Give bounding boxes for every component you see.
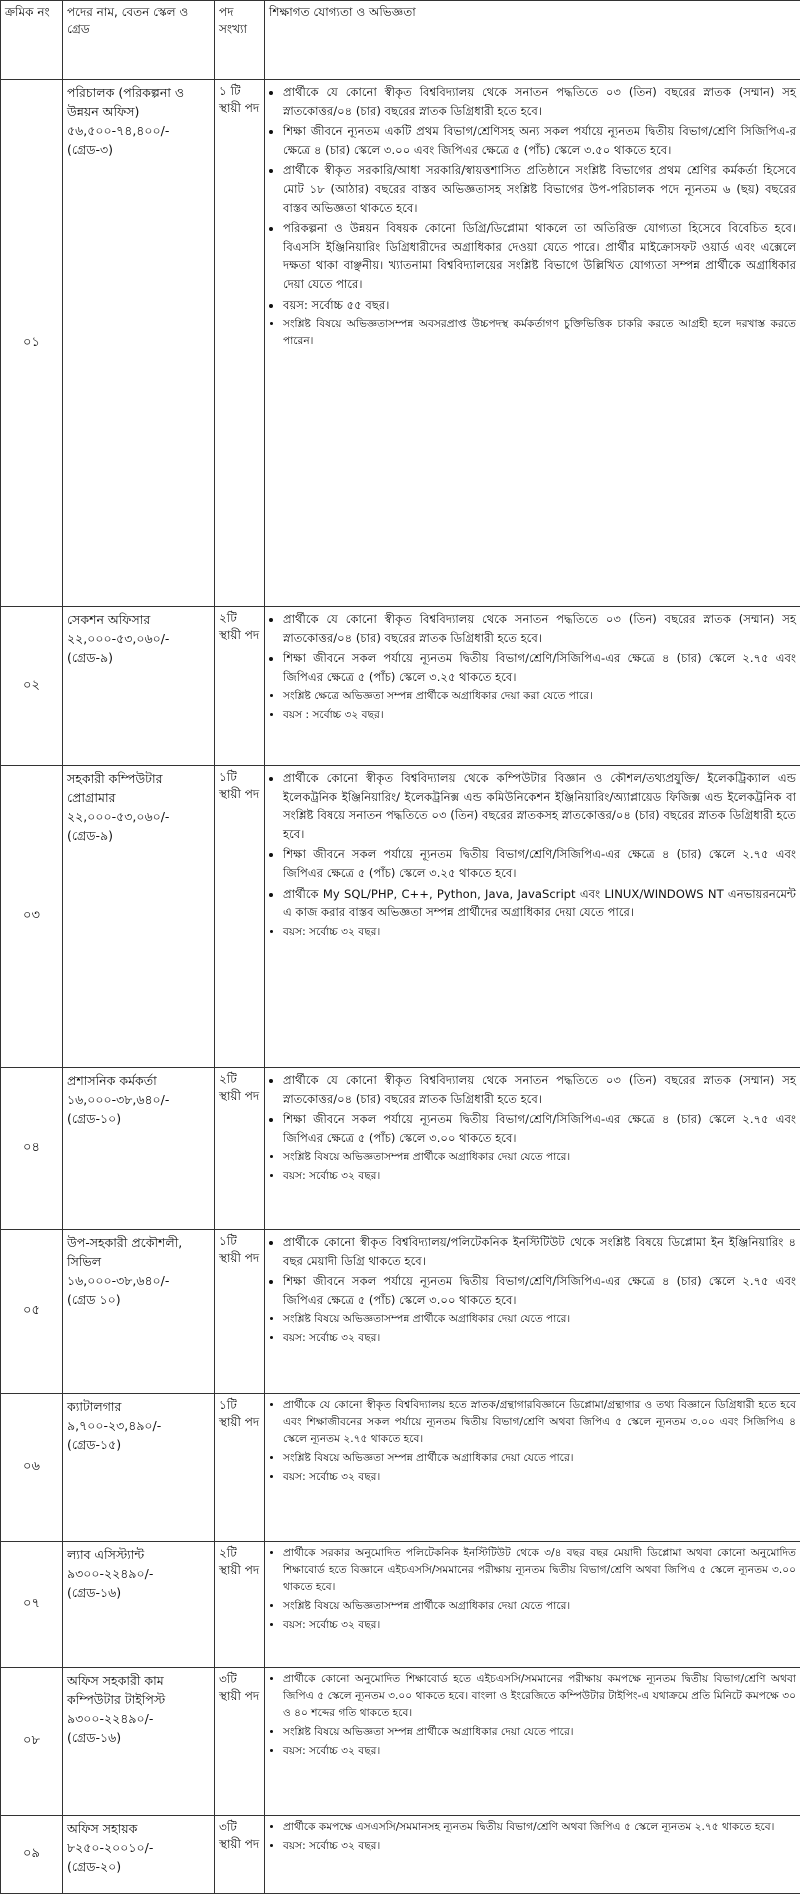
requirement-item: • বয়স: সর্বোচ্চ ৩২ বছর।	[283, 1168, 796, 1185]
row-serial: ০১	[1, 80, 63, 607]
row-serial: ০৪	[1, 1068, 63, 1230]
post-count: ৩টি	[219, 1671, 260, 1688]
table-header-row	[1, 1, 800, 80]
requirements-list	[269, 769, 796, 941]
pay-scale: ৯,৭০০-২৩,৪৯০/-	[67, 1416, 210, 1435]
post-count: ২টি	[219, 1545, 260, 1562]
post-type: স্থায়ী পদ	[219, 100, 260, 117]
requirements-list	[269, 1233, 796, 1347]
requirement-item: • প্রার্থীকে যে কোনো স্বীকৃত বিশ্ববিদ্যালয় থেকে সনাতন পদ্ধতিতে ০৩ (তিন) বছরের স্নাতক (সম্মান) সহ স্নাতকোত্তর/০৪ (চার) বছরের স্নাতক ডিগ্রিধারী হতে হবে।	[283, 610, 796, 647]
pay-scale: ৫৬,৫০০-৭৪,৪০০/-	[67, 121, 210, 140]
header-post: পদের নাম, বেতন স্কেল ও গ্রেড	[63, 1, 215, 80]
post-count-cell	[215, 1542, 265, 1668]
post-type: স্থায়ী পদ	[219, 1414, 260, 1431]
requirement-item: • শিক্ষা জীবনে সকল পর্যায়ে ন্যূনতম দ্বিতীয় বিভাগ/শ্রেণি/সিজিপিএ-এর ক্ষেত্রে ৪ (চার) স্কেলে ২.৭৫ এবং জিপিএর ক্ষেত্রে ৫ (পাঁচ) স্কেলে ৩.০০ থাকতে হবে।	[283, 1272, 796, 1309]
row-serial: ০৩	[1, 766, 63, 1068]
table-row	[1, 80, 800, 607]
post-type: স্থায়ী পদ	[219, 1250, 260, 1267]
requirements-cell	[265, 1068, 800, 1230]
post-cell	[63, 80, 215, 607]
grade: (গ্রেড-২০)	[67, 1857, 210, 1876]
row-serial: ০৯	[1, 1816, 63, 1894]
post-cell	[63, 1668, 215, 1816]
requirement-item: • বয়স: সর্বোচ্চ ৩২ বছর।	[283, 924, 796, 941]
grade: (গ্রেড ১০)	[67, 1290, 210, 1309]
header-serial: ক্রমিক নং	[1, 1, 63, 80]
post-name: সেকশন অফিসার	[67, 610, 210, 629]
post-count: ১ টি	[219, 83, 260, 100]
requirements-list	[269, 1071, 796, 1185]
requirements-cell	[265, 766, 800, 1068]
requirement-item: • সংশ্লিষ্ট বিষয়ে অভিজ্ঞতাসম্পন্ন প্রার্থীকে অগ্রাধিকার দেয়া যেতে পারে।	[283, 1598, 796, 1615]
requirement-item: • পরিকল্পনা ও উন্নয়ন বিষয়ক কোনো ডিগ্রি/ডিপ্লোমা থাকলে তা অতিরিক্ত যোগ্যতা হিসেবে বিবেচিত হবে। বিএসসি ইঞ্জিনিয়ারিং ডিগ্রিধারীদের অগ্রাধিকার দেওয়া যেতে পারে। প্রার্থীর মাইক্রোসফট ওয়ার্ড এবং এক্সেলে দক্ষতা থাকা বাঞ্ছনীয়। খ্যাতনামা বিশ্ববিদ্যালয়ের সংশ্লিষ্ট বিভাগে উল্লিখিত যোগ্যতা সম্পন্ন প্রার্থীকে অগ্রাধিকার দেয়া যেতে পারে।	[283, 219, 796, 293]
pay-scale: ২২,০০০-৫৩,০৬০/-	[67, 807, 210, 826]
requirements-list	[269, 1819, 796, 1855]
grade: (গ্রেড-৩)	[67, 140, 210, 159]
post-count-cell	[215, 80, 265, 607]
requirement-item: • সংশ্লিষ্ট বিষয়ে অভিজ্ঞতা সম্পন্ন প্রার্থীকে অগ্রাধিকার দেয়া যেতে পারে।	[283, 1724, 796, 1741]
table-row	[1, 1068, 800, 1230]
grade: (গ্রেড-১৫)	[67, 1435, 210, 1454]
row-serial: ০২	[1, 607, 63, 766]
post-type: স্থায়ী পদ	[219, 1562, 260, 1579]
requirement-item: • প্রার্থীকে স্বীকৃত সরকারি/আধা সরকারি/স্বায়ত্তশাসিত প্রতিষ্ঠানে সংশ্লিষ্ট বিভাগের প্রথম শ্রেণির কর্মকর্তা হিসেবে মোট ১৮ (আঠার) বছরের বাস্তব অভিজ্ঞতাসহ সংশ্লিষ্ট বিভাগের উপ-পরিচালক পদে ন্যূনতম ৬ (ছয়) বছরের বাস্তব অভিজ্ঞতা থাকতে হবে।	[283, 161, 796, 217]
post-count: ৩টি	[219, 1819, 260, 1836]
requirements-cell	[265, 1816, 800, 1894]
post-name: ল্যাব এসিস্ট্যান্ট	[67, 1545, 210, 1564]
pay-scale: ১৬,০০০-৩৮,৬৪০/-	[67, 1090, 210, 1109]
table-body	[1, 80, 800, 1894]
post-cell	[63, 1816, 215, 1894]
post-count-cell	[215, 1668, 265, 1816]
post-count-cell	[215, 1068, 265, 1230]
table-row	[1, 607, 800, 766]
requirement-item: • প্রার্থীকে কোনো স্বীকৃত বিশ্ববিদ্যালয় থেকে কম্পিউটার বিজ্ঞান ও কৌশল/তথ্যপ্রযুক্তি/ ইলেকট্রিক্যাল এন্ড ইলেকট্রনিক ইঞ্জিনিয়ারিং/ ইলেকট্রনিক্স এন্ড কমিউনিকেশন ইঞ্জিনিয়ারিং/অ্যাপ্লায়েড ফিজিক্স এন্ড ইলেকট্রনিক বা সংশ্লিষ্ট বিষয়ে সনাতন পদ্ধতিতে ০৩ (তিন) বছরের স্নাতকসহ স্নাতকোত্তর/০৪ (চার) বছরের স্নাতক ডিগ্রিধারী হতে হবে।	[283, 769, 796, 843]
post-name: প্রশাসনিক কর্মকর্তা	[67, 1071, 210, 1090]
requirement-item: • সংশ্লিষ্ট বিষয়ে অভিজ্ঞতাসম্পন্ন অবসরপ্রাপ্ত উচ্চপদস্থ কর্মকর্তাগণ চুক্তিভিত্তিক চাকরি করতে আগ্রহী হলে দরখাস্ত করতে পারেন।	[283, 316, 796, 350]
requirements-list	[269, 1671, 796, 1760]
row-serial: ০৫	[1, 1230, 63, 1394]
row-serial: ০৬	[1, 1394, 63, 1542]
requirement-item: • প্রার্থীকে যে কোনো স্বীকৃত বিশ্ববিদ্যালয় থেকে সনাতন পদ্ধতিতে ০৩ (তিন) বছরের স্নাতক (সম্মান) সহ স্নাতকোত্তর/০৪ (চার) বছরের স্নাতক ডিগ্রিধারী হতে হবে।	[283, 83, 796, 120]
requirement-item: • প্রার্থীকে কমপক্ষে এসএসসি/সমমানসহ ন্যূনতম দ্বিতীয় বিভাগ/শ্রেণি অথবা জিপিএ ৫ স্কেলে ন্যূনতম ২.৭৫ থাকতে হবে।	[283, 1819, 796, 1836]
requirements-list	[269, 1397, 796, 1486]
requirement-item: • শিক্ষা জীবনে সকল পর্যায়ে ন্যূনতম দ্বিতীয় বিভাগ/শ্রেণি/সিজিপিএ-এর ক্ষেত্রে ৪ (চার) স্কেলে ২.৭৫ এবং জিপিএর ক্ষেত্রে ৫ (পাঁচ) স্কেলে ৩.০০ থাকতে হবে।	[283, 1110, 796, 1147]
pay-scale: ৮২৫০-২০০১০/-	[67, 1838, 210, 1857]
requirement-item: • প্রার্থীকে যে কোনো স্বীকৃত বিশ্ববিদ্যালয় থেকে সনাতন পদ্ধতিতে ০৩ (তিন) বছরের স্নাতক (সম্মান) সহ স্নাতকোত্তর/০৪ (চার) বছরের স্নাতক ডিগ্রিধারী হতে হবে।	[283, 1071, 796, 1108]
post-cell	[63, 766, 215, 1068]
requirements-cell	[265, 1668, 800, 1816]
grade: (গ্রেড-১৬)	[67, 1728, 210, 1747]
grade: (গ্রেড-৯)	[67, 648, 210, 667]
requirement-item: • শিক্ষা জীবনে সকল পর্যায়ে ন্যূনতম দ্বিতীয় বিভাগ/শ্রেণি/সিজিপিএ-এর ক্ষেত্রে ৪ (চার) স্কেলে ২.৭৫ এবং জিপিএর ক্ষেত্রে ৫ (পাঁচ) স্কেলে ৩.২৫ থাকতে হবে।	[283, 845, 796, 882]
post-cell	[63, 607, 215, 766]
post-count: ১টি	[219, 769, 260, 786]
table-row	[1, 1230, 800, 1394]
post-name: অফিস সহায়ক	[67, 1819, 210, 1838]
requirements-list	[269, 1545, 796, 1634]
table-row	[1, 1816, 800, 1894]
requirement-item: • সংশ্লিষ্ট বিষয়ে অভিজ্ঞতাসম্পন্ন প্রার্থীকে অগ্রাধিকার দেয়া যেতে পারে।	[283, 1149, 796, 1166]
grade: (গ্রেড-৯)	[67, 826, 210, 845]
post-name: ক্যাটালগার	[67, 1397, 210, 1416]
post-cell	[63, 1394, 215, 1542]
requirement-item: • প্রার্থীকে সরকার অনুমোদিত পলিটেকনিক ইনস্টিটিউট থেকে ৩/৪ বছর বছর মেয়াদী ডিপ্লোমা অথবা কোনো অনুমোদিত শিক্ষাবোর্ড হতে বিজ্ঞানে এইচএসসি/সমমানের পরীক্ষায় ন্যূনতম দ্বিতীয় বিভাগ/শ্রেণি অথবা জিপিএ ৫ স্কেলে ন্যূনতম ৩.০০ থাকতে হবে।	[283, 1545, 796, 1596]
post-name: পরিচালক (পরিকল্পনা ও উন্নয়ন অফিস)	[67, 83, 210, 121]
post-count: ১টি	[219, 1233, 260, 1250]
grade: (গ্রেড-১৬)	[67, 1583, 210, 1602]
pay-scale: ৯৩০০-২২৪৯০/-	[67, 1564, 210, 1583]
requirements-list	[269, 610, 796, 724]
requirement-item: • প্রার্থীকে যে কোনো স্বীকৃত বিশ্ববিদ্যালয় হতে স্নাতক/গ্রন্থাগারবিজ্ঞানে ডিপ্লোমা/গ্রন্থাগার ও তথ্য বিজ্ঞানে ডিগ্রিধারী হতে হবে এবং শিক্ষাজীবনের সকল পর্যায়ে ন্যূনতম দ্বিতীয় বিভাগ/শ্রেণি অথবা জিপিএ ৫ স্কেলে ন্যূনতম ৩.০০ এবং সিজিপিএ ৪ স্কেলে ন্যূনতম ২.৭৫ থাকতে হবে।	[283, 1397, 796, 1448]
requirement-item: • সংশ্লিষ্ট ক্ষেত্রে অভিজ্ঞতা সম্পন্ন প্রার্থীকে অগ্রাধিকার দেয়া করা যেতে পারে।	[283, 688, 796, 705]
pay-scale: ১৬,০০০-৩৮,৬৪০/-	[67, 1271, 210, 1290]
post-name: সহকারী কম্পিউটার প্রোগ্রামার	[67, 769, 210, 807]
requirement-item: • বয়স: সর্বোচ্চ ৩২ বছর।	[283, 1617, 796, 1634]
requirements-cell	[265, 1230, 800, 1394]
table-row	[1, 1668, 800, 1816]
post-type: স্থায়ী পদ	[219, 1688, 260, 1705]
requirement-item: • বয়স: সর্বোচ্চ ৩২ বছর।	[283, 1469, 796, 1486]
pay-scale: ৯৩০০-২২৪৯০/-	[67, 1709, 210, 1728]
requirement-item: • বয়স: সর্বোচ্চ ৩২ বছর।	[283, 1743, 796, 1760]
header-requirements: শিক্ষাগত যোগ্যতা ও অভিজ্ঞতা	[265, 1, 800, 80]
requirement-item: • প্রার্থীকে কোনো অনুমোদিত শিক্ষাবোর্ড হতে এইচএসসি/সমমানের পরীক্ষায় কমপক্ষে ন্যূনতম দ্বিতীয় বিভাগ/শ্রেণি অথবা জিপিএ ৫ স্কেলে ন্যূনতম ৩.০০ থাকতে হবে। বাংলা ও ইংরেজিতে কম্পিউটার টাইপিং-এ যথাক্রমে প্রতি মিনিটে কমপক্ষে ৩০ ও ৪০ শব্দের গতি থাকতে হবে।	[283, 1671, 796, 1722]
requirement-item: • বয়স: সর্বোচ্চ ৫৫ বছর।	[283, 296, 796, 315]
post-name: উপ-সহকারী প্রকৌশলী, সিভিল	[67, 1233, 210, 1271]
post-cell	[63, 1542, 215, 1668]
post-type: স্থায়ী পদ	[219, 786, 260, 803]
requirement-item: • বয়স: সর্বোচ্চ ৩২ বছর।	[283, 1330, 796, 1347]
requirement-item: • শিক্ষা জীবনে ন্যূনতম একটি প্রথম বিভাগ/শ্রেণিসহ অন্য সকল পর্যায়ে ন্যূনতম দ্বিতীয় বিভাগ/শ্রেণি সিজিপিএ-র ক্ষেত্রে ৪ (চার) স্কেলে ৩.০০ এবং জিপিএর ক্ষেত্রে ৫ (পাঁচ) স্কেলে ৩.৫০ থাকতে হবে।	[283, 122, 796, 159]
post-name: অফিস সহকারী কাম কম্পিউটার টাইপিস্ট	[67, 1671, 210, 1709]
requirement-item: • সংশ্লিষ্ট বিষয়ে অভিজ্ঞতাসম্পন্ন প্রার্থীকে অগ্রাধিকার দেয়া যেতে পারে।	[283, 1311, 796, 1328]
requirements-cell	[265, 80, 800, 607]
requirement-item: • বয়স : সর্বোচ্চ ৩২ বছর।	[283, 707, 796, 724]
post-count-cell	[215, 766, 265, 1068]
requirements-cell	[265, 1542, 800, 1668]
post-count-cell	[215, 1816, 265, 1894]
row-serial: ০৮	[1, 1668, 63, 1816]
header-count: পদ সংখ্যা	[215, 1, 265, 80]
post-count: ২টি	[219, 1071, 260, 1088]
post-count-cell	[215, 1394, 265, 1542]
post-type: স্থায়ী পদ	[219, 627, 260, 644]
requirement-item: • প্রার্থীকে My SQL/PHP, C++, Python, Java, JavaScript এবং LINUX/WINDOWS NT এনভায়রনমেন্ট এ কাজ করার বাস্তব অভিজ্ঞতা সম্পন্ন প্রার্থীদের অগ্রাধিকার দেয়া যেতে পারে।	[283, 885, 796, 922]
post-cell	[63, 1068, 215, 1230]
post-count-cell	[215, 1230, 265, 1394]
post-cell	[63, 1230, 215, 1394]
post-count-cell	[215, 607, 265, 766]
post-type: স্থায়ী পদ	[219, 1088, 260, 1105]
requirement-item: • সংশ্লিষ্ট বিষয়ে অভিজ্ঞতা সম্পন্ন প্রার্থীকে অগ্রাধিকার দেয়া যেতে পারে।	[283, 1450, 796, 1467]
pay-scale: ২২,০০০-৫৩,০৬০/-	[67, 629, 210, 648]
table-row	[1, 1542, 800, 1668]
requirement-item: • বয়স: সর্বোচ্চ ৩২ বছর।	[283, 1838, 796, 1855]
post-count: ১টি	[219, 1397, 260, 1414]
requirement-item: • প্রার্থীকে কোনো স্বীকৃত বিশ্ববিদ্যালয়/পলিটেকনিক ইনস্টিটিউট থেকে সংশ্লিষ্ট বিষয়ে ডিপ্লোমা ইন ইঞ্জিনিয়ারিং ৪ বছর মেয়াদী ডিগ্রি থাকতে হবে।	[283, 1233, 796, 1270]
table-row	[1, 1394, 800, 1542]
table-row	[1, 766, 800, 1068]
requirements-cell	[265, 1394, 800, 1542]
grade: (গ্রেড-১০)	[67, 1109, 210, 1128]
requirements-cell	[265, 607, 800, 766]
post-type: স্থায়ী পদ	[219, 1836, 260, 1853]
requirement-item: • শিক্ষা জীবনে সকল পর্যায়ে ন্যূনতম দ্বিতীয় বিভাগ/শ্রেণি/সিজিপিএ-এর ক্ষেত্রে ৪ (চার) স্কেলে ২.৭৫ এবং জিপিএর ক্ষেত্রে ৫ (পাঁচ) স্কেলে ৩.২৫ থাকতে হবে।	[283, 649, 796, 686]
row-serial: ০৭	[1, 1542, 63, 1668]
requirements-list	[269, 83, 796, 350]
post-count: ২টি	[219, 610, 260, 627]
